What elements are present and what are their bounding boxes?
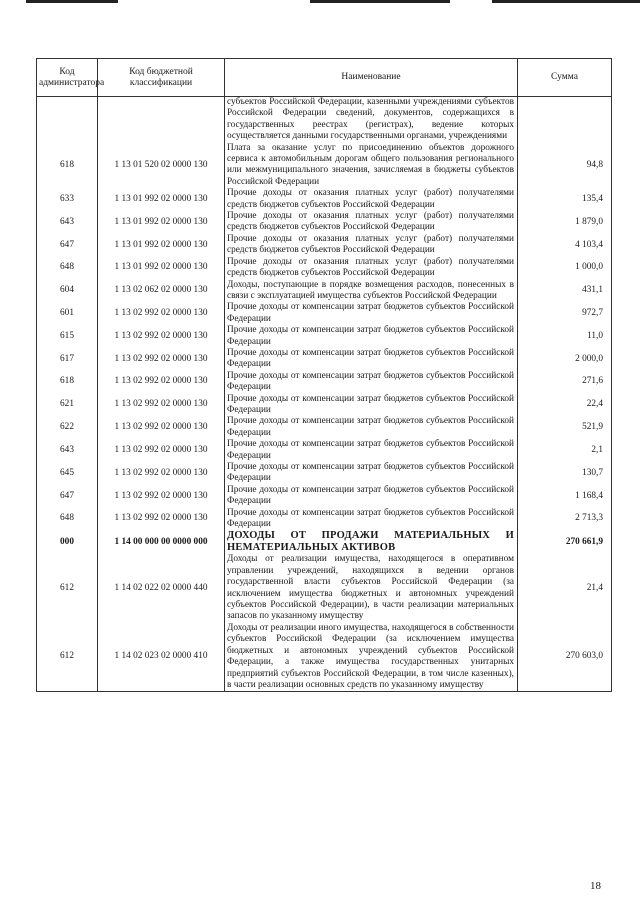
scan-artifact-left (26, 0, 118, 3)
table-row (37, 554, 612, 622)
cell-sum: 270 661,9 (518, 530, 612, 554)
cell-sum: 21,4 (518, 554, 612, 622)
cell-budget-code: 1 13 02 992 02 0000 130 (98, 439, 225, 462)
cell-budget-code: 1 13 02 992 02 0000 130 (98, 485, 225, 508)
cell-sum: 1 168,4 (518, 485, 612, 508)
table-row (37, 371, 612, 394)
cell-budget-code: 1 13 02 062 02 0000 130 (98, 280, 225, 303)
cell-name: Прочие доходы от компенсации затрат бюджетов субъектов Российской Федерации (225, 371, 518, 394)
table-row (37, 485, 612, 508)
cell-name: Прочие доходы от компенсации затрат бюджетов субъектов Российской Федерации (225, 439, 518, 462)
table-row (37, 416, 612, 439)
header-budget-code: Код бюджетной классификации (98, 59, 225, 97)
cell-name: Прочие доходы от компенсации затрат бюджетов субъектов Российской Федерации (225, 325, 518, 348)
cell-sum: 4 103,4 (518, 234, 612, 257)
cell-admin-code: 601 (37, 302, 98, 325)
cell-admin-code: 604 (37, 280, 98, 303)
cell-budget-code: 1 13 02 992 02 0000 130 (98, 508, 225, 531)
cell-admin-code: 633 (37, 188, 98, 211)
cell-name: Прочие доходы от компенсации затрат бюджетов субъектов Российской Федерации (225, 462, 518, 485)
cell-admin-code: 618 (37, 143, 98, 189)
cell-admin-code: 618 (37, 371, 98, 394)
table-row (37, 257, 612, 280)
table-row (37, 97, 612, 143)
table-row (37, 211, 612, 234)
cell-budget-code: 1 13 01 992 02 0000 130 (98, 188, 225, 211)
cell-budget-code: 1 13 02 992 02 0000 130 (98, 371, 225, 394)
revenue-table (36, 58, 612, 692)
table-row (37, 280, 612, 303)
table-row (37, 143, 612, 189)
cell-admin-code: 617 (37, 348, 98, 371)
cell-sum: 1 000,0 (518, 257, 612, 280)
cell-sum: 22,4 (518, 394, 612, 417)
cell-sum: 2,1 (518, 439, 612, 462)
header-admin-code: Код администратора (37, 59, 98, 97)
cell-name: Прочие доходы от компенсации затрат бюджетов субъектов Российской Федерации (225, 302, 518, 325)
cell-admin-code (37, 97, 98, 143)
cell-name: Прочие доходы от оказания платных услуг (работ) получателями средств бюджетов субъектов Российской Федерации (225, 211, 518, 234)
cell-name: Прочие доходы от оказания платных услуг (работ) получателями средств бюджетов субъектов Российской Федерации (225, 188, 518, 211)
cell-name: Прочие доходы от компенсации затрат бюджетов субъектов Российской Федерации (225, 508, 518, 531)
cell-admin-code: 647 (37, 485, 98, 508)
cell-admin-code: 000 (37, 530, 98, 554)
cell-sum: 972,7 (518, 302, 612, 325)
cell-sum: 135,4 (518, 188, 612, 211)
table-row (37, 508, 612, 531)
table-row (37, 394, 612, 417)
document-page (36, 58, 611, 692)
cell-sum: 431,1 (518, 280, 612, 303)
cell-admin-code: 612 (37, 554, 98, 622)
cell-name: Прочие доходы от компенсации затрат бюджетов субъектов Российской Федерации (225, 416, 518, 439)
table-body (37, 97, 612, 692)
cell-budget-code: 1 13 02 992 02 0000 130 (98, 462, 225, 485)
scan-artifact-center (310, 0, 450, 3)
cell-name: Доходы от реализации имущества, находящегося в оперативном управлении учреждений, находящихся в ведении органов государственной власти субъектов Российской Федерации (за исключением имущества бюджетных и автономных учреждений субъектов Российской Федерации), в части реализации материальных запасов по указанному имуществу (225, 554, 518, 622)
cell-sum: 11,0 (518, 325, 612, 348)
cell-budget-code: 1 14 00 000 00 0000 000 (98, 530, 225, 554)
table-row (37, 462, 612, 485)
cell-admin-code: 612 (37, 623, 98, 692)
cell-sum: 2 000,0 (518, 348, 612, 371)
cell-name: субъектов Российской Федерации, казенными учреждениями субъектов Российской Федерации сведений, документов, содержащихся в государственных реестрах (регистрах), ведение которых осуществляется данными государственными органами, учреждениями (225, 97, 518, 143)
cell-budget-code: 1 13 01 520 02 0000 130 (98, 143, 225, 189)
cell-budget-code: 1 13 02 992 02 0000 130 (98, 394, 225, 417)
cell-name: Доходы от реализации иного имущества, находящегося в собственности субъектов Российской Федерации (за исключением имущества бюджетных и автономных учреждений субъектов Российской Федерации, а также имущества государственных унитарных предприятий субъектов Российской Федерации, в том числе казенных), в части реализации основных средств по указанному имуществу (225, 623, 518, 692)
table-row (37, 325, 612, 348)
cell-name: Прочие доходы от оказания платных услуг (работ) получателями средств бюджетов субъектов Российской Федерации (225, 234, 518, 257)
cell-sum: 271,6 (518, 371, 612, 394)
cell-name: Прочие доходы от компенсации затрат бюджетов субъектов Российской Федерации (225, 485, 518, 508)
table-header-row (37, 59, 612, 97)
cell-sum: 521,9 (518, 416, 612, 439)
cell-sum: 2 713,3 (518, 508, 612, 531)
cell-budget-code: 1 14 02 022 02 0000 440 (98, 554, 225, 622)
table-row (37, 530, 612, 554)
table-row (37, 623, 612, 692)
page-number: 18 (590, 880, 601, 892)
table-row (37, 348, 612, 371)
cell-budget-code: 1 13 02 992 02 0000 130 (98, 325, 225, 348)
cell-admin-code: 645 (37, 462, 98, 485)
cell-admin-code: 643 (37, 439, 98, 462)
cell-name: ДОХОДЫ ОТ ПРОДАЖИ МАТЕРИАЛЬНЫХ И НЕМАТЕРИАЛЬНЫХ АКТИВОВ (225, 530, 518, 554)
cell-admin-code: 622 (37, 416, 98, 439)
table-row (37, 302, 612, 325)
cell-admin-code: 648 (37, 257, 98, 280)
cell-sum: 270 603,0 (518, 623, 612, 692)
cell-sum (518, 97, 612, 143)
cell-budget-code: 1 13 01 992 02 0000 130 (98, 211, 225, 234)
cell-budget-code: 1 14 02 023 02 0000 410 (98, 623, 225, 692)
cell-name: Доходы, поступающие в порядке возмещения расходов, понесенных в связи с эксплуатацией имущества субъектов Российской Федерации (225, 280, 518, 303)
header-sum: Сумма (518, 59, 612, 97)
cell-budget-code (98, 97, 225, 143)
cell-budget-code: 1 13 01 992 02 0000 130 (98, 234, 225, 257)
cell-name: Прочие доходы от компенсации затрат бюджетов субъектов Российской Федерации (225, 394, 518, 417)
cell-budget-code: 1 13 01 992 02 0000 130 (98, 257, 225, 280)
cell-name: Плата за оказание услуг по присоединению объектов дорожного сервиса к автомобильным дорогам общего пользования регионального или межмуниципального значения, зачисляемая в бюджеты субъектов Российской Федерации (225, 143, 518, 189)
table-row (37, 234, 612, 257)
cell-budget-code: 1 13 02 992 02 0000 130 (98, 416, 225, 439)
cell-budget-code: 1 13 02 992 02 0000 130 (98, 302, 225, 325)
scan-artifact-right (492, 0, 640, 3)
cell-name: Прочие доходы от компенсации затрат бюджетов субъектов Российской Федерации (225, 348, 518, 371)
cell-admin-code: 621 (37, 394, 98, 417)
table-row (37, 439, 612, 462)
header-name: Наименование (225, 59, 518, 97)
cell-sum: 94,8 (518, 143, 612, 189)
cell-name: Прочие доходы от оказания платных услуг (работ) получателями средств бюджетов субъектов Российской Федерации (225, 257, 518, 280)
cell-sum: 1 879,0 (518, 211, 612, 234)
cell-admin-code: 647 (37, 234, 98, 257)
cell-sum: 130,7 (518, 462, 612, 485)
cell-admin-code: 615 (37, 325, 98, 348)
cell-admin-code: 643 (37, 211, 98, 234)
table-row (37, 188, 612, 211)
cell-admin-code: 648 (37, 508, 98, 531)
cell-budget-code: 1 13 02 992 02 0000 130 (98, 348, 225, 371)
